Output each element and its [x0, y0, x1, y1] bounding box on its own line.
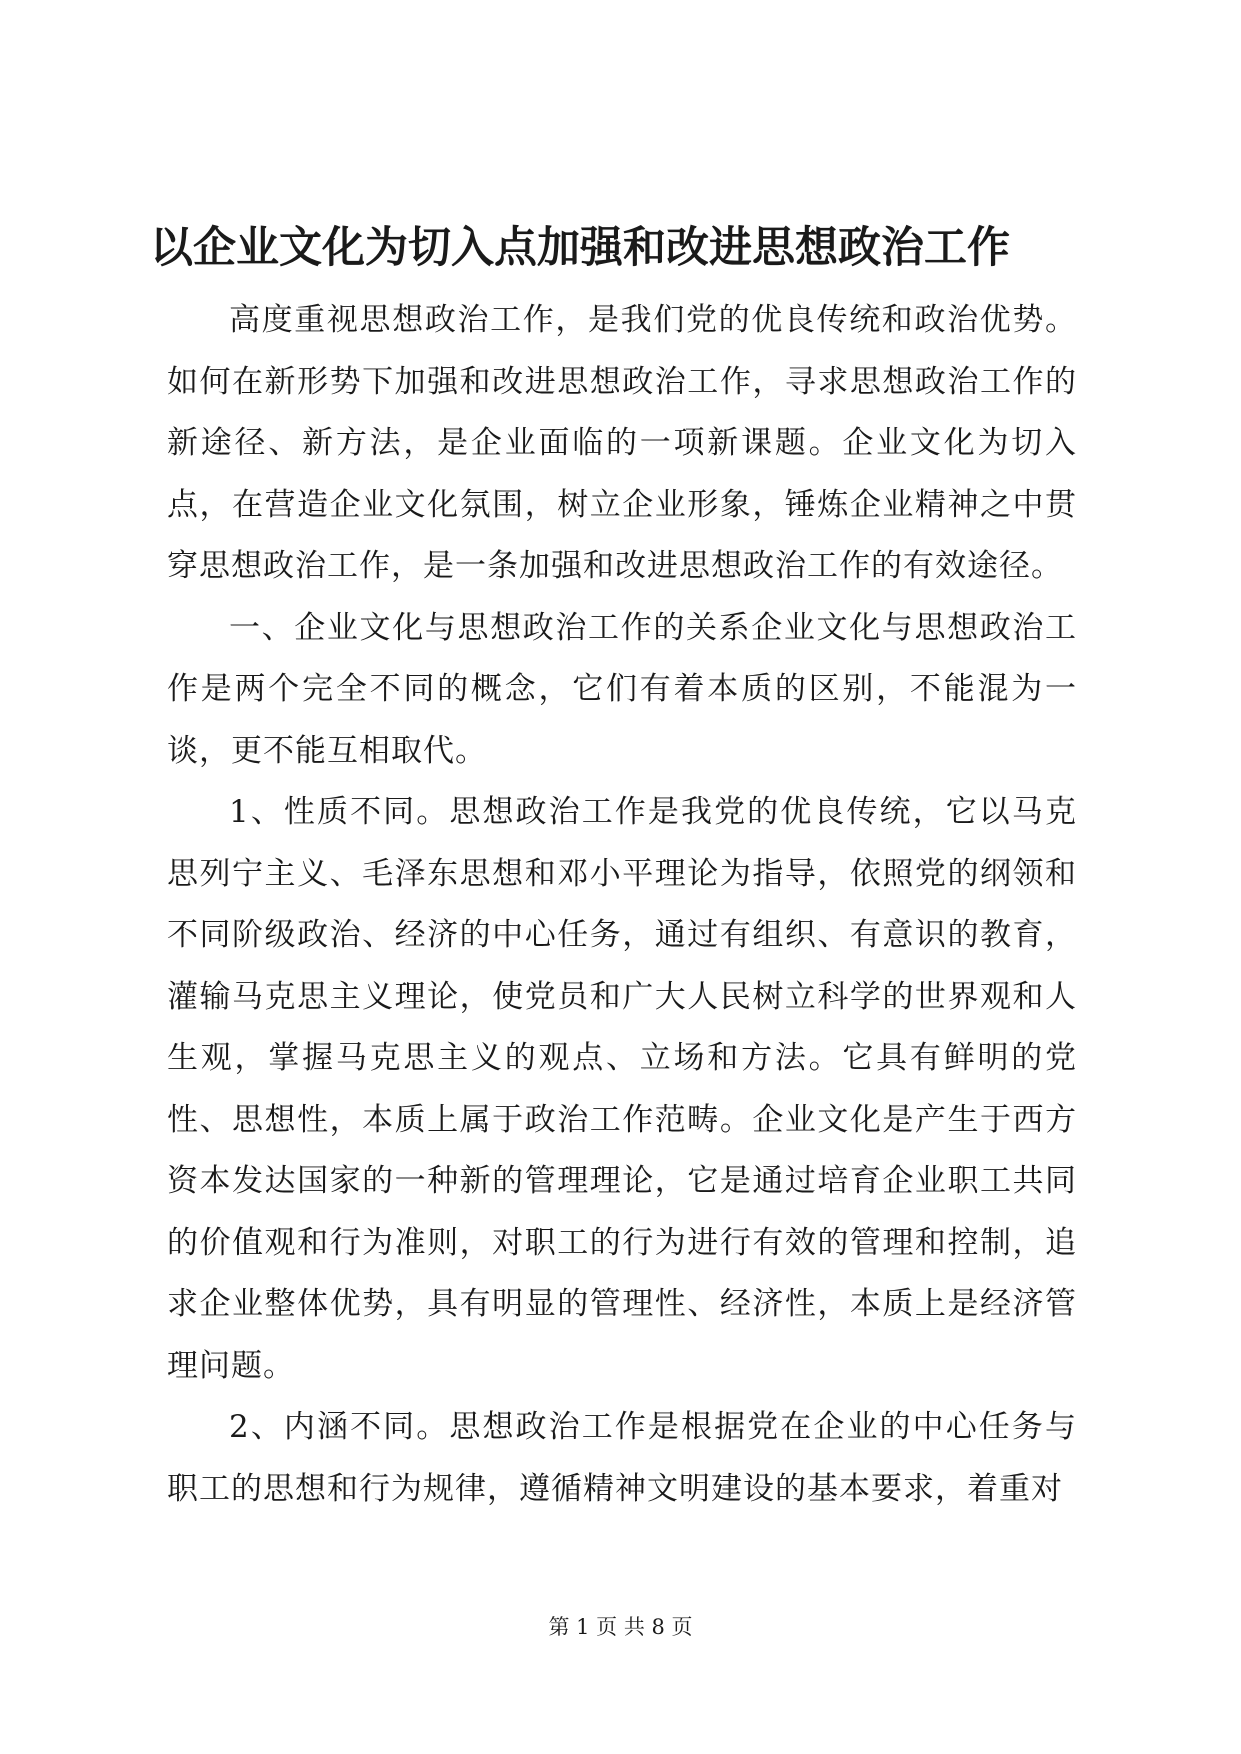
page-footer: 第 1 页 共 8 页 [548, 1615, 693, 1639]
paragraph-section-1: 一、企业文化与思想政治工作的关系企业文化与思想政治工作是两个完全不同的概念，它们有着本质的区别，不能混为一谈，更不能互相取代。 [167, 609, 1077, 769]
document-body [167, 290, 1077, 1520]
paragraph-point-2: 2、内涵不同。思想政治工作是根据党在企业的中心任务与职工的思想和行为规律，遵循精神文明建设的基本要求，着重对 [167, 1409, 1077, 1507]
document-title: 以企业文化为切入点加强和改进思想政治工作 [150, 223, 1010, 273]
paragraph-intro: 高度重视思想政治工作，是我们党的优良传统和政治优势。如何在新形势下加强和改进思想政治工作，寻求思想政治工作的新途径、新方法，是企业面临的一项新课题。企业文化为切入点，在营造企业文化氛围，树立企业形象，锤炼企业精神之中贯穿思想政治工作，是一条加强和改进思想政治工作的有效途径。 [167, 302, 1077, 584]
paragraph-point-1: 1、性质不同。思想政治工作是我党的优良传统，它以马克思列宁主义、毛泽东思想和邓小平理论为指导，依照党的纲领和不同阶级政治、经济的中心任务，通过有组织、有意识的教育，灌输马克思主义理论，使党员和广大人民树立科学的世界观和人生观，掌握马克思主义的观点、立场和方法。它具有鲜明的党性、思想性，本质上属于政治工作范畴。企业文化是产生于西方资本发达国家的一种新的管理理论，它是通过培育企业职工共同的价值观和行为准则，对职工的行为进行有效的管理和控制，追求企业整体优势，具有明显的管理性、经济性，本质上是经济管理问题。 [167, 794, 1077, 1384]
